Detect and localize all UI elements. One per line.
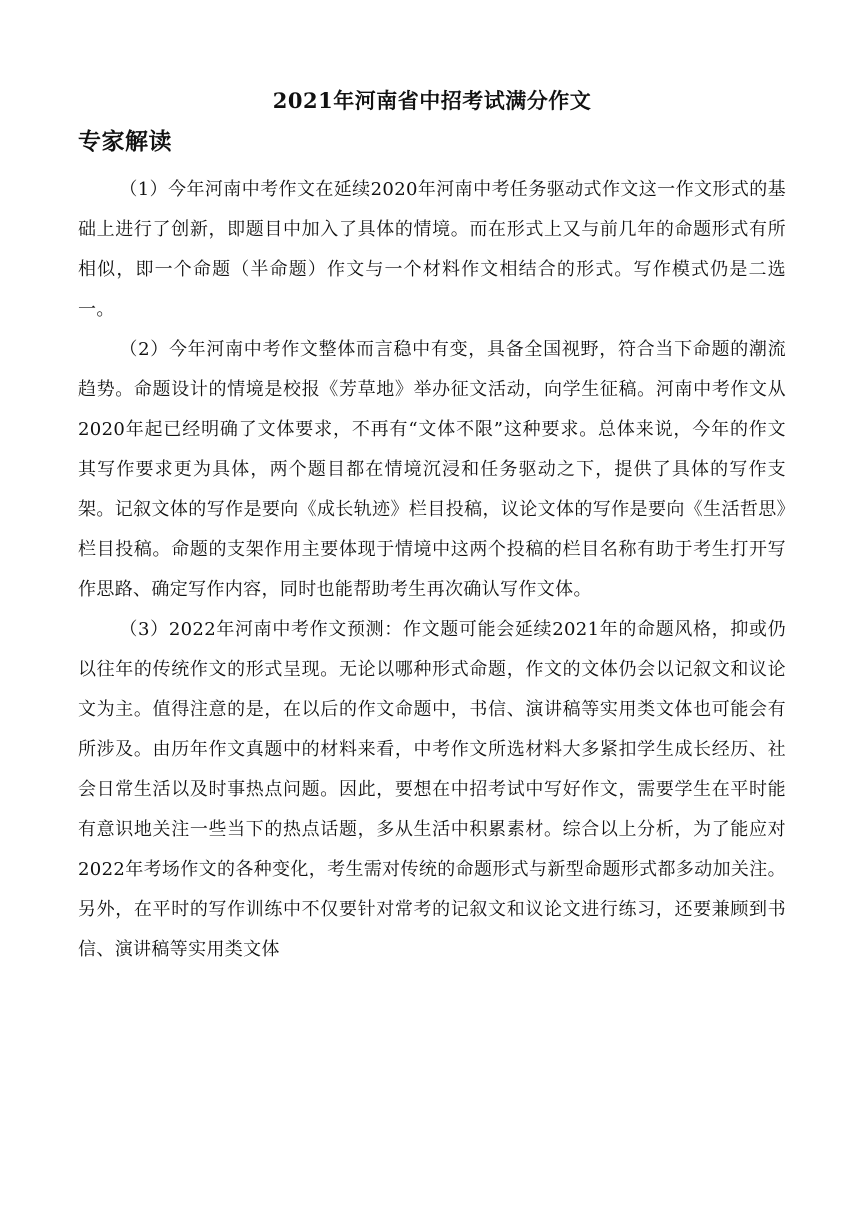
paragraph-1: （1）今年河南中考作文在延续2020年河南中考任务驱动式作文这一作文形式的基础上进行了创新，即题目中加入了具体的情境。而在形式上又与前几年的命题形式有所相似，即一个命题（半命题）作文与一个材料作文相结合的形式。写作模式仍是二选一。	[78, 179, 786, 320]
section-heading: 专家解读	[78, 128, 172, 155]
paragraph-3: （3）2022年河南中考作文预测：作文题可能会延续2021年的命题风格，抑或仍以往年的传统作文的形式呈现。无论以哪种形式命题，作文的文体仍会以记叙文和议论文为主。值得注意的是，在以后的作文命题中，书信、演讲稿等实用类文体也可能会有所涉及。由历年作文真题中的材料来看，中考作文所选材料大多紧扣学生成长经历、社会日常生活以及时事热点问题。因此，要想在中招考试中写好作文，需要学生在平时能有意识地关注一些当下的热点话题，多从生活中积累素材。综合以上分析，为了能应对2022年考场作文的各种变化，考生需对传统的命题形式与新型命题形式都多动加关注。另外，在平时的写作训练中不仅要针对常考的记叙文和议论文进行练习，还要兼顾到书信、演讲稿等实用类文体	[78, 619, 786, 960]
document-page	[78, 86, 786, 970]
paragraph-2: （2）今年河南中考作文整体而言稳中有变，具备全国视野，符合当下命题的潮流趋势。命题设计的情境是校报《芳草地》举办征文活动，向学生征稿。河南中考作文从2020年起已经明确了文体要求，不再有“文体不限”这种要求。总体来说，今年的作文其写作要求更为具体，两个题目都在情境沉浸和任务驱动之下，提供了具体的写作支架。记叙文体的写作是要向《成长轨迹》栏目投稿，议论文体的写作是要向《生活哲思》栏目投稿。命题的支架作用主要体现于情境中这两个投稿的栏目名称有助于考生打开写作思路、确定写作内容，同时也能帮助考生再次确认写作文体。	[78, 339, 786, 600]
document-title: 2021年河南省中招考试满分作文	[272, 88, 592, 113]
